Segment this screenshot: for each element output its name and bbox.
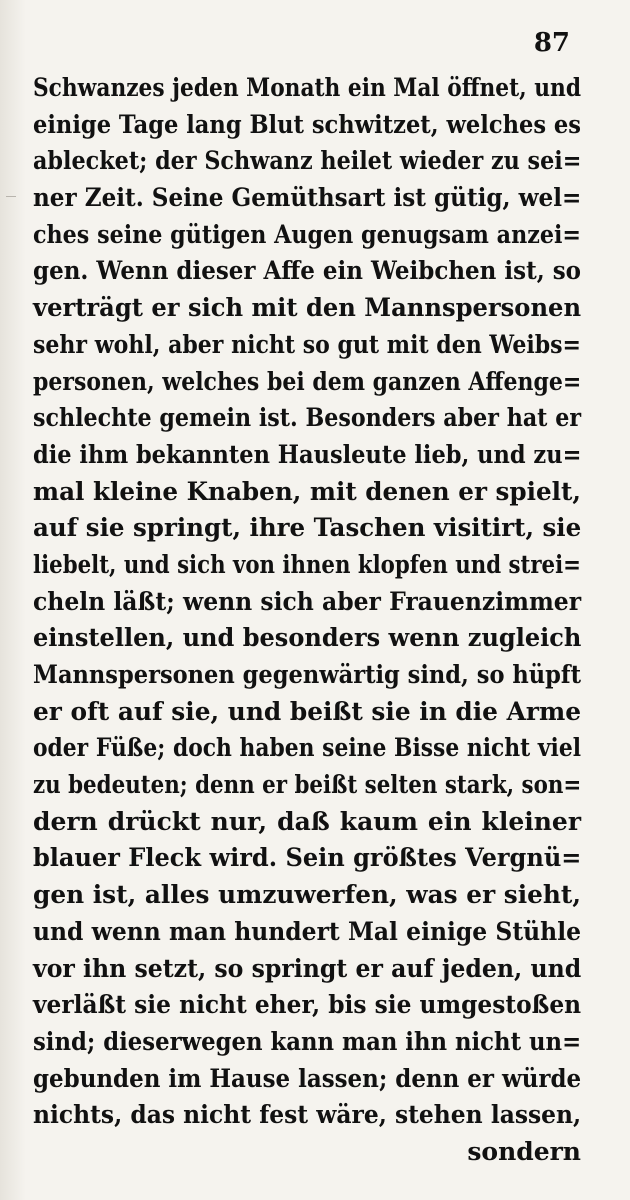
text-line: blauer Fleck wird. Sein größtes Vergnü=	[33, 843, 582, 873]
text-line: personen, welches bei dem ganzen Affenge=	[33, 366, 582, 396]
text-line: gebunden im Hause lassen; denn er würde	[33, 1063, 582, 1093]
text-line: er oft auf sie, und beißt sie in die Arme	[33, 696, 581, 726]
text-line: vor ihn setzt, so springt er auf jeden, und	[33, 953, 582, 983]
text-line: verläßt sie nicht eher, bis sie umgestoßen	[33, 990, 582, 1020]
page-number: 87	[533, 28, 570, 58]
text-line: liebelt, und sich von ihnen klopfen und strei=	[33, 549, 581, 579]
text-line: ner Zeit. Seine Gemüthsart ist gütig, wel=	[33, 183, 582, 213]
text-line: sondern	[467, 1136, 581, 1166]
text-line: einstellen, und besonders wenn zugleich	[33, 623, 582, 653]
text-line: ches seine gütigen Augen genugsam anzei=	[33, 219, 581, 249]
text-line: oder Füße; doch haben seine Bisse nicht viel	[33, 733, 581, 763]
text-line: sehr wohl, aber nicht so gut mit den Weibs=	[33, 329, 581, 359]
text-line: und wenn man hundert Mal einige Stühle	[33, 916, 581, 946]
text-line: einige Tage lang Blut schwitzet, welches es	[33, 109, 581, 139]
body-text	[33, 70, 581, 1171]
text-line: nichts, das nicht fest wäre, stehen lassen,	[33, 1100, 582, 1130]
text-line: zu bedeuten; denn er beißt selten stark, son=	[33, 770, 582, 800]
text-line: ablecket; der Schwanz heilet wieder zu sei=	[33, 146, 582, 176]
text-line: cheln läßt; wenn sich aber Frauenzimmer	[33, 586, 582, 616]
text-line: dern drückt nur, daß kaum ein kleiner	[33, 806, 581, 836]
text-line: gen. Wenn dieser Affe ein Weibchen ist, so	[33, 256, 581, 286]
text-line: auf sie springt, ihre Taschen visitirt, sie	[33, 513, 582, 543]
text-line: die ihm bekannten Hausleute lieb, und zu=	[33, 439, 582, 469]
text-line: sind; dieserwegen kann man ihn nicht un=	[33, 1026, 582, 1056]
text-line: mal kleine Knaben, mit denen er spielt,	[33, 476, 581, 506]
margin-mark	[6, 196, 16, 197]
text-line: Schwanzes jeden Monath ein Mal öffnet, und	[33, 73, 582, 102]
text-line: gen ist, alles umzuwerfen, was er sieht,	[33, 880, 581, 910]
text-line: schlechte gemein ist. Besonders aber hat er	[33, 403, 581, 433]
text-line: verträgt er sich mit den Mannspersonen	[33, 293, 582, 323]
text-line: Mannspersonen gegenwärtig sind, so hüpft	[33, 660, 581, 689]
